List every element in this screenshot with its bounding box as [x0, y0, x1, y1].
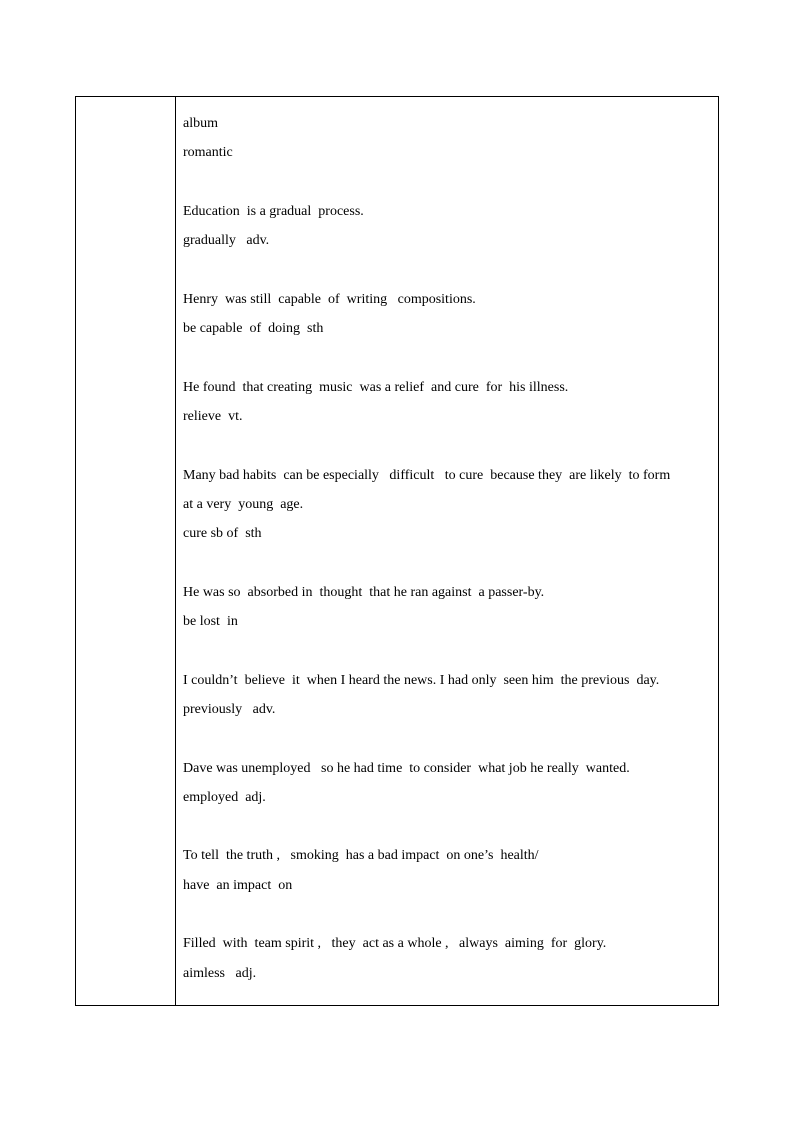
- example-sentence: I couldn’t believe it when I heard the news. I had only seen him the previous day.: [183, 672, 660, 688]
- content-cell: [183, 109, 710, 988]
- example-sentence: Henry was still capable of writing compositions.: [183, 291, 476, 307]
- vocab-note: employed adj.: [183, 789, 266, 805]
- blank-line: [183, 900, 710, 929]
- blank-line: [183, 724, 710, 753]
- blank-line: [183, 636, 710, 665]
- vocab-note: relieve vt.: [183, 408, 243, 424]
- blank-line: [183, 548, 710, 577]
- blank-line: [183, 812, 710, 841]
- blank-line: [183, 168, 710, 197]
- example-sentence: Filled with team spirit , they act as a whole , always aiming for glory.: [183, 936, 607, 952]
- example-sentence: Dave was unemployed so he had time to consider what job he really wanted.: [183, 760, 630, 776]
- vocab-note: previously adv.: [183, 701, 276, 717]
- vocab-word: romantic: [183, 145, 233, 161]
- vocab-note: be capable of doing sth: [183, 321, 324, 337]
- example-sentence: Many bad habits can be especially difficult to cure because they are likely to form: [183, 467, 671, 483]
- blank-line: [183, 255, 710, 284]
- vocab-note: be lost in: [183, 614, 238, 630]
- example-sentence-continued: at a very young age.: [183, 496, 304, 512]
- blank-line: [183, 343, 710, 372]
- vocab-word: album: [183, 116, 218, 131]
- example-sentence: Education is a gradual process.: [183, 203, 364, 219]
- example-sentence: He was so absorbed in thought that he ran against a passer-by.: [183, 584, 545, 600]
- vocab-note: cure sb of sth: [183, 526, 262, 542]
- example-sentence: He found that creating music was a relief and cure for his illness.: [183, 379, 569, 395]
- vocab-note: have an impact on: [183, 877, 293, 893]
- blank-line: [183, 431, 710, 460]
- example-sentence: To tell the truth , smoking has a bad impact on one’s health/: [183, 848, 539, 864]
- left-cell: [76, 97, 175, 1005]
- vocab-note: gradually adv.: [183, 233, 270, 249]
- notes-table: [75, 96, 719, 1006]
- column-divider: [175, 97, 176, 1005]
- vocab-note: aimless adj.: [183, 965, 257, 981]
